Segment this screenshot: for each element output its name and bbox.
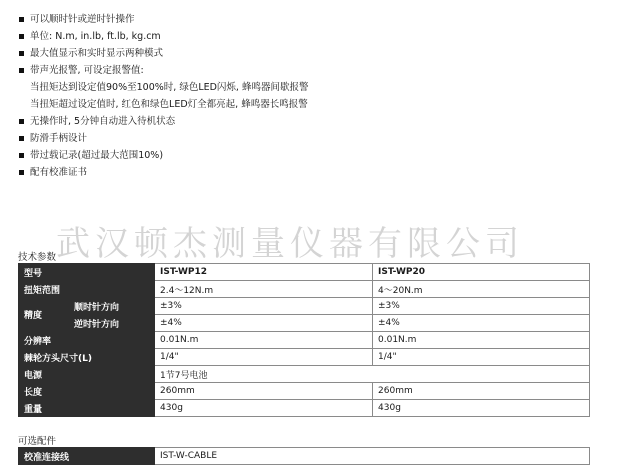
feature-text: 当扭矩超过设定值时, 红色和绿色LED灯全都亮起, 蜂鸣器长鸣报警 <box>30 99 308 110</box>
feature-text: 配有校准证书 <box>30 167 88 178</box>
cw-label: 顺时针方向 <box>69 298 155 315</box>
watermark: 武汉顿杰测量仪器有限公司 <box>56 224 524 264</box>
feature-item <box>18 113 578 130</box>
feature-text: 无操作时, 5分钟自动进入待机状态 <box>30 116 176 127</box>
resolution-value: 0.01N.m <box>373 332 590 349</box>
cw-value: ±3% <box>155 298 373 315</box>
ccw-value: ±4% <box>373 315 590 332</box>
model-value: IST-WP12 <box>155 264 373 281</box>
power-label: 电源 <box>19 366 155 383</box>
range-value: 4～20N.m <box>373 281 590 298</box>
feature-text: 防滑手柄设计 <box>30 133 88 144</box>
model-label: 型号 <box>19 264 155 281</box>
feature-item <box>18 130 578 147</box>
feature-text: 可以顺时针或逆时针操作 <box>30 14 135 25</box>
cable-value: IST-W-CABLE <box>155 448 590 465</box>
options-title: 可选配件 <box>18 436 57 447</box>
table-row <box>19 383 590 400</box>
ccw-value: ±4% <box>155 315 373 332</box>
feature-subitem <box>18 96 578 113</box>
drive-value: 1/4" <box>373 349 590 366</box>
drive-value: 1/4" <box>155 349 373 366</box>
length-value: 260mm <box>155 383 373 400</box>
bullet-icon <box>19 17 24 22</box>
table-row <box>19 366 590 383</box>
feature-item <box>18 45 578 62</box>
table-row <box>19 400 590 417</box>
feature-text: 当扭矩达到设定值90%至100%时, 绿色LED闪烁, 蜂鸣器间歇报警 <box>30 82 309 93</box>
range-value: 2.4～12N.m <box>155 281 373 298</box>
weight-value: 430g <box>155 400 373 417</box>
feature-text: 最大值显示和实时显示两种模式 <box>30 48 164 59</box>
bullet-icon <box>19 170 24 175</box>
table-row <box>19 315 590 332</box>
spec-table <box>18 263 590 417</box>
weight-label: 重量 <box>19 400 155 417</box>
length-value: 260mm <box>373 383 590 400</box>
table-row <box>19 332 590 349</box>
feature-text: 带过载记录(超过最大范围10%) <box>30 150 164 161</box>
feature-item <box>18 62 578 79</box>
length-label: 长度 <box>19 383 155 400</box>
feature-item <box>18 28 578 45</box>
feature-list <box>18 11 578 181</box>
resolution-label: 分辨率 <box>19 332 155 349</box>
weight-value: 430g <box>373 400 590 417</box>
feature-item <box>18 164 578 181</box>
bullet-icon <box>19 51 24 56</box>
bullet-icon <box>19 119 24 124</box>
power-value: 1节7号电池 <box>155 366 590 383</box>
feature-text: 单位: N.m, in.lb, ft.lb, kg.cm <box>30 31 161 42</box>
cw-value: ±3% <box>373 298 590 315</box>
table-row <box>19 281 590 298</box>
table-row <box>19 264 590 281</box>
table-row <box>19 298 590 315</box>
bullet-icon <box>19 34 24 39</box>
options-table <box>18 447 590 465</box>
table-row <box>19 448 590 465</box>
feature-subitem <box>18 79 578 96</box>
bullet-icon <box>19 153 24 158</box>
range-label: 扭矩范围 <box>19 281 155 298</box>
feature-text: 带声光报警, 可设定报警值: <box>30 65 144 76</box>
feature-item <box>18 147 578 164</box>
spec-title: 技术参数 <box>18 252 57 263</box>
feature-item <box>18 11 578 28</box>
model-value: IST-WP20 <box>373 264 590 281</box>
accuracy-label: 精度 <box>19 298 69 332</box>
bullet-icon <box>19 68 24 73</box>
cable-label: 校准连接线 <box>19 448 155 465</box>
drive-label: 棘轮方头尺寸(L) <box>19 349 155 366</box>
resolution-value: 0.01N.m <box>155 332 373 349</box>
bullet-icon <box>19 136 24 141</box>
table-row <box>19 349 590 366</box>
ccw-label: 逆时针方向 <box>69 315 155 332</box>
